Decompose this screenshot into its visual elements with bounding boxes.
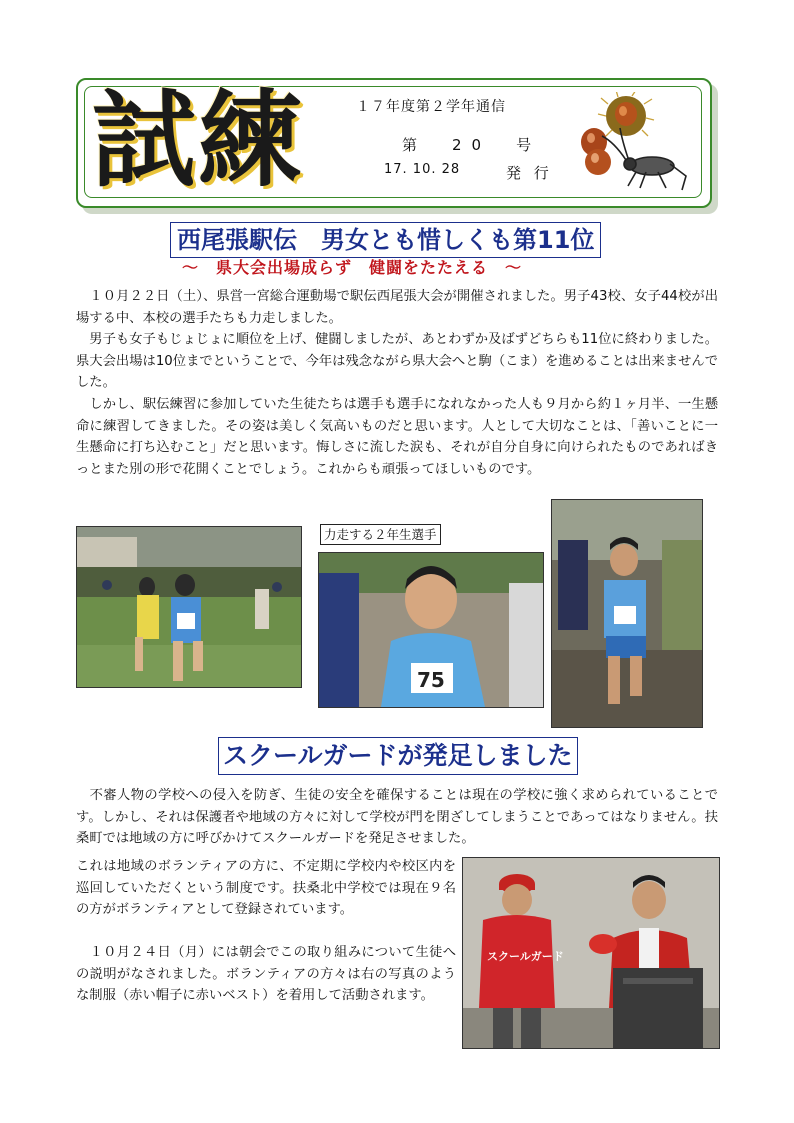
chestnut-cricket-illustration xyxy=(574,92,688,194)
photo-runner-75-closeup xyxy=(318,552,544,708)
article2-paragraph-1: 不審人物の学校への侵入を防ぎ、生徒の安全を確保することは現在の学校に強く求められていることです。しかし、それは保護者や地域の方々に対して学校が門を閉ざしてしまうことであってはなりません。扶桑町では地域の方に呼びかけてスクールガードを発足させました。 xyxy=(76,788,718,846)
issue-year: １７年度第２学年通信 xyxy=(356,99,506,115)
article1-paragraph-1: １０月２２日（土）、県営一宮総合運動場で駅伝西尾張大会が開催されました。男子43校、女子44校が出場する中、本校の選手たちも力走しました。 xyxy=(76,289,718,326)
masthead-title: 試練 xyxy=(92,78,305,201)
photo-girls-running xyxy=(76,526,302,688)
article1-paragraph-3: しかし、駅伝練習に参加していた生徒たちは選手も選手になれなかった人も９月から約１ヶ月半、一生懸命に練習してきました。その姿は美しく気高いものだと思います。人として大切なことは、「善いことに一生懸命に打ち込むこと」だと思います。悔しさに流した涙も、それが自分自身に向けられたものであればきっとまた別の形で花開くことでしょう。これからも頑張ってほしいものです。 xyxy=(76,397,718,477)
article1-paragraph-2: 男子も女子もじょじょに順位を上げ、健闘しましたが、あとわずか及ばずどちらも11位に終わりました。県大会出場は10位までということで、今年は残念ながら県大会へと駒（こま）を進めることは出来ませんでした。 xyxy=(76,332,718,390)
headline-school-guard: スクールガードが発足しました xyxy=(218,737,578,775)
issue-date: 17. 10. 28 xyxy=(384,162,461,177)
photo-caption: 力走する２年生選手 xyxy=(320,524,441,545)
issue-number: 第 20 号 xyxy=(402,136,542,154)
photo-runner-path xyxy=(551,499,703,728)
headline-ekiden: 西尾張駅伝 男女とも惜しくも第11位 xyxy=(170,222,601,258)
chestnut-burr-icon xyxy=(598,92,654,136)
vest-logo-text: スクールガード xyxy=(487,950,564,963)
article2-paragraph-2: これは地域のボランティアの方に、不定期に学校内や校区内を巡回していただくという制度です。扶桑北中学校では現在９名の方がボランティアとして登録されています。 xyxy=(76,859,456,917)
cricket-icon xyxy=(602,128,686,190)
published-label: 発 行 xyxy=(506,164,553,182)
photo-school-guard xyxy=(462,857,720,1049)
svg-text:75: 75 xyxy=(417,668,445,692)
subheadline-ekiden: ～ 県大会出場成らず 健闘をたたえる ～ xyxy=(182,258,523,277)
article2-paragraph-3: １０月２４日（月）には朝会でこの取り組みについて生徒への説明がなされました。ボランティアの方々は右の写真のような制服（赤い帽子に赤いベスト）を着用して活動されます。 xyxy=(76,945,456,1003)
